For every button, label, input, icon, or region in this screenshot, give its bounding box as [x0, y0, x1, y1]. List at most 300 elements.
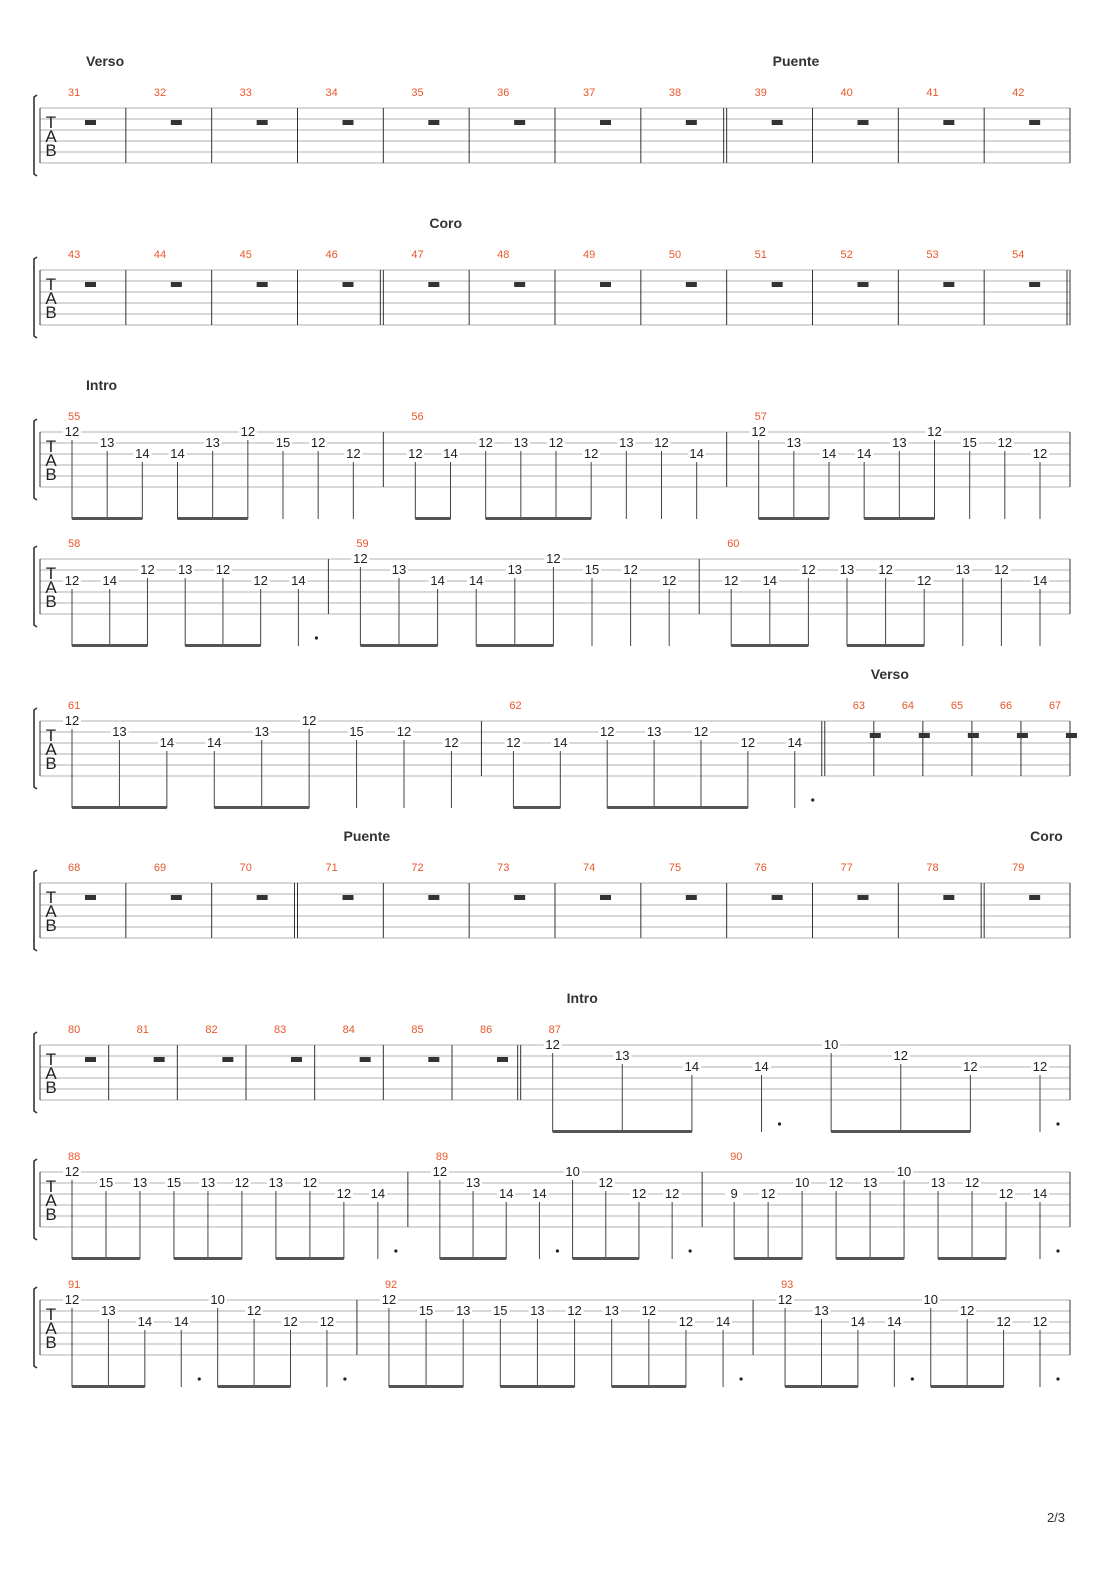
- measure-number: 40: [840, 87, 853, 99]
- measure-number: 86: [480, 1024, 493, 1036]
- tab-clef-letter: B: [45, 916, 57, 935]
- fret-number: 14: [1032, 1186, 1048, 1201]
- fret-number: 14: [762, 573, 778, 588]
- fret-number: 13: [862, 1175, 878, 1190]
- fret-number: 13: [101, 1303, 116, 1318]
- tab-system: [34, 538, 1070, 647]
- measure-number: 71: [325, 862, 338, 874]
- rest-mark: [85, 120, 96, 125]
- rest-mark: [85, 282, 96, 287]
- fret-number: 10: [923, 1292, 938, 1307]
- measure-number: 90: [730, 1151, 743, 1163]
- tab-system: [34, 666, 1077, 809]
- fret-number: 12: [64, 573, 80, 588]
- beam: [836, 1257, 904, 1260]
- measure-number: 36: [497, 87, 510, 99]
- fret-number: 13: [892, 435, 907, 450]
- rest-mark: [343, 282, 354, 287]
- tab-clef-letter: T: [45, 275, 57, 294]
- fret-number: 13: [391, 562, 407, 577]
- fret-number: 13: [839, 562, 855, 577]
- measure-number: 80: [68, 1024, 81, 1036]
- fret-number: 12: [567, 1303, 582, 1318]
- fret-number: 14: [1032, 573, 1048, 588]
- measure-number: 93: [781, 1279, 794, 1291]
- measure-55: [63, 377, 383, 520]
- fret-number: 13: [646, 724, 662, 739]
- fret-number: 12: [801, 562, 816, 577]
- tab-clef-letter: B: [45, 303, 57, 322]
- fret-number: 12: [215, 562, 231, 577]
- fret-number: 12: [381, 1292, 397, 1307]
- measure-number: 54: [1012, 249, 1025, 261]
- system-brace: [34, 95, 37, 176]
- fret-number: 14: [170, 446, 185, 461]
- section-marker: Verso: [86, 53, 125, 69]
- fret-number: 12: [996, 1314, 1011, 1329]
- beam: [831, 1130, 970, 1133]
- fret-number: 15: [418, 1303, 434, 1318]
- system-brace: [34, 419, 37, 500]
- rest-mark: [171, 120, 182, 125]
- beam: [276, 1257, 344, 1260]
- fret-number: 12: [64, 1164, 80, 1179]
- fret-number: 12: [964, 1175, 980, 1190]
- fret-number: 12: [408, 446, 423, 461]
- tab-system: [34, 215, 1070, 338]
- system-brace: [34, 1032, 37, 1113]
- fret-number: 12: [959, 1303, 975, 1318]
- fret-number: 15: [275, 435, 291, 450]
- fret-number: 13: [955, 562, 971, 577]
- fret-number: 14: [887, 1314, 902, 1329]
- measure-number: 61: [68, 700, 81, 712]
- rest-mark: [772, 120, 783, 125]
- system-brace: [34, 546, 37, 627]
- tab-clef-letter: T: [45, 888, 57, 907]
- duration-dot: [911, 1377, 914, 1380]
- rest-mark: [600, 895, 611, 900]
- tab-clef-letter: B: [45, 141, 57, 160]
- fret-number: 13: [513, 435, 529, 450]
- fret-number: 12: [878, 562, 893, 577]
- tab-clef-letter: T: [45, 1305, 57, 1324]
- duration-dot: [1056, 1249, 1059, 1252]
- fret-number: 12: [64, 424, 80, 439]
- fret-number: 13: [530, 1303, 545, 1318]
- beam: [389, 1385, 463, 1388]
- beam: [72, 517, 142, 520]
- duration-dot: [689, 1249, 692, 1252]
- fret-number: 12: [506, 735, 521, 750]
- tab-clef-letter: T: [45, 437, 57, 456]
- beam: [72, 806, 167, 809]
- fret-number: 12: [346, 446, 361, 461]
- rest-mark: [428, 895, 439, 900]
- fret-number: 14: [715, 1314, 731, 1329]
- fret-number: 12: [478, 435, 493, 450]
- fret-number: 12: [623, 562, 638, 577]
- section-marker: Intro: [566, 990, 598, 1006]
- tab-clef-letter: T: [45, 1177, 57, 1196]
- fret-number: 13: [814, 1303, 829, 1318]
- fret-number: 13: [507, 562, 523, 577]
- tab-clef-letter: A: [45, 289, 57, 308]
- measure-number: 76: [754, 862, 767, 874]
- measure-number: 56: [411, 411, 424, 423]
- fret-number: 12: [545, 1037, 560, 1052]
- measure-number: 57: [754, 411, 767, 423]
- fret-number: 12: [916, 573, 932, 588]
- fret-number: 12: [432, 1164, 448, 1179]
- fret-number: 13: [604, 1303, 619, 1318]
- fret-number: 9: [730, 1186, 738, 1201]
- beam: [500, 1385, 574, 1388]
- fret-number: 12: [64, 1292, 80, 1307]
- duration-dot: [315, 636, 318, 639]
- measure-number: 73: [497, 862, 510, 874]
- beam: [553, 1130, 692, 1133]
- fret-number: 12: [583, 446, 599, 461]
- duration-dot: [811, 798, 814, 801]
- system-brace: [34, 1287, 37, 1368]
- fret-number: 15: [493, 1303, 508, 1318]
- fret-number: 13: [177, 562, 193, 577]
- rest-mark: [514, 895, 525, 900]
- tab-system: [34, 377, 1070, 520]
- measure-number: 50: [668, 249, 682, 261]
- fret-number: 12: [631, 1186, 647, 1201]
- fret-number: 12: [140, 562, 155, 577]
- fret-number: 14: [102, 573, 117, 588]
- fret-number: 14: [821, 446, 837, 461]
- fret-number: 13: [455, 1303, 471, 1318]
- tab-clef-letter: A: [45, 1064, 57, 1083]
- rest-mark: [1029, 895, 1040, 900]
- beam: [731, 644, 808, 647]
- fret-number: 13: [200, 1175, 216, 1190]
- rest-mark: [600, 282, 611, 287]
- beam: [185, 644, 260, 647]
- duration-dot: [394, 1249, 397, 1252]
- beam: [415, 517, 450, 520]
- duration-dot: [1056, 1122, 1059, 1125]
- measure-number: 31: [68, 87, 81, 99]
- measure-number: 91: [68, 1279, 81, 1291]
- rest-mark: [497, 1057, 508, 1062]
- tab-clef-letter: A: [45, 451, 57, 470]
- beam: [440, 1257, 506, 1260]
- measure-number: 84: [342, 1024, 355, 1036]
- fret-number: 14: [850, 1314, 866, 1329]
- measure-number: 67: [1048, 700, 1062, 712]
- fret-number: 13: [615, 1048, 630, 1063]
- fret-number: 12: [548, 435, 564, 450]
- fret-number: 12: [740, 735, 756, 750]
- tab-system: [34, 828, 1070, 951]
- measure-number: 43: [68, 249, 81, 261]
- measure-number: 42: [1012, 87, 1025, 99]
- beam: [607, 806, 748, 809]
- rest-mark: [257, 282, 268, 287]
- beam: [486, 517, 591, 520]
- tab-clef-letter: B: [45, 754, 57, 773]
- tab-clef-letter: T: [45, 564, 57, 583]
- rest-mark: [428, 1057, 439, 1062]
- fret-number: 15: [166, 1175, 182, 1190]
- rest-mark: [1029, 120, 1040, 125]
- fret-number: 10: [565, 1164, 580, 1179]
- fret-number: 12: [246, 1303, 262, 1318]
- fret-number: 12: [998, 1186, 1014, 1201]
- section-marker: Intro: [86, 377, 118, 393]
- beam: [759, 517, 829, 520]
- tab-system: [34, 1151, 1070, 1260]
- fret-number: 12: [1032, 1059, 1048, 1074]
- fret-number: 14: [137, 1314, 153, 1329]
- measure-number: 46: [325, 249, 338, 261]
- fret-number: 12: [310, 435, 326, 450]
- fret-number: 14: [159, 735, 175, 750]
- beam: [785, 1385, 858, 1388]
- rest-mark: [428, 120, 439, 125]
- rest-mark: [919, 733, 930, 738]
- rest-mark: [154, 1057, 165, 1062]
- tab-clef-letter: B: [45, 592, 57, 611]
- fret-number: 12: [283, 1314, 298, 1329]
- fret-number: 10: [210, 1292, 225, 1307]
- fret-number: 12: [963, 1059, 978, 1074]
- fret-number: 13: [132, 1175, 148, 1190]
- measure-number: 77: [840, 862, 853, 874]
- beam: [847, 644, 924, 647]
- fret-number: 12: [777, 1292, 793, 1307]
- measure-number: 83: [274, 1024, 287, 1036]
- beam: [214, 806, 309, 809]
- measure-number: 48: [497, 249, 510, 261]
- measure-number: 47: [411, 249, 424, 261]
- measure-number: 72: [411, 862, 424, 874]
- measure-number: 79: [1012, 862, 1025, 874]
- fret-number: 15: [584, 562, 600, 577]
- fret-number: 12: [994, 562, 1009, 577]
- fret-number: 13: [268, 1175, 284, 1190]
- page-number: 2/3: [1046, 1510, 1066, 1525]
- fret-number: 12: [893, 1048, 908, 1063]
- beam: [573, 1257, 639, 1260]
- fret-number: 12: [598, 1175, 614, 1190]
- rest-mark: [772, 282, 783, 287]
- measure-number: 68: [68, 862, 81, 874]
- measure-number: 38: [668, 87, 682, 99]
- fret-number: 12: [664, 1186, 680, 1201]
- tab-clef-letter: B: [45, 1078, 57, 1097]
- tab-clef-letter: T: [45, 726, 57, 745]
- measure-number: 51: [754, 249, 767, 261]
- measure-number: 59: [356, 538, 369, 550]
- fret-number: 12: [444, 735, 459, 750]
- measure-number: 89: [435, 1151, 449, 1163]
- section-marker: Puente: [343, 828, 391, 844]
- measure-number: 41: [926, 87, 939, 99]
- rest-mark: [85, 895, 96, 900]
- tab-clef-letter: A: [45, 902, 57, 921]
- fret-number: 12: [927, 424, 942, 439]
- section-marker: Puente: [772, 53, 820, 69]
- rest-mark: [858, 895, 869, 900]
- beam: [72, 1385, 145, 1388]
- beam: [218, 1385, 291, 1388]
- fret-number: 12: [64, 713, 80, 728]
- beam: [938, 1257, 1006, 1260]
- tab-clef-letter: A: [45, 127, 57, 146]
- fret-number: 12: [1032, 446, 1048, 461]
- rest-mark: [171, 895, 182, 900]
- duration-dot: [1056, 1377, 1059, 1380]
- fret-number: 12: [751, 424, 766, 439]
- fret-number: 12: [336, 1186, 352, 1201]
- rest-mark: [943, 120, 954, 125]
- measure-number: 82: [205, 1024, 218, 1036]
- fret-number: 14: [430, 573, 445, 588]
- measure-number: 78: [926, 862, 939, 874]
- fret-number: 12: [319, 1314, 335, 1329]
- fret-number: 14: [443, 446, 458, 461]
- fret-number: 13: [254, 724, 269, 739]
- measure-number: 35: [411, 87, 424, 99]
- fret-number: 12: [240, 424, 256, 439]
- measure-87: [544, 990, 1070, 1133]
- duration-dot: [778, 1122, 781, 1125]
- measure-number: 55: [68, 411, 81, 423]
- rest-mark: [428, 282, 439, 287]
- fret-number: 14: [468, 573, 484, 588]
- tab-clef-letter: T: [45, 113, 57, 132]
- fret-number: 12: [678, 1314, 694, 1329]
- rest-mark: [772, 895, 783, 900]
- measure-number: 58: [68, 538, 81, 550]
- rest-mark: [600, 120, 611, 125]
- fret-number: 13: [786, 435, 802, 450]
- section-marker: Verso: [870, 666, 909, 682]
- tab-clef-letter: B: [45, 1205, 57, 1224]
- rest-mark: [257, 120, 268, 125]
- system-brace: [34, 870, 37, 951]
- measure-number: 63: [852, 700, 866, 712]
- rest-mark: [514, 120, 525, 125]
- measure-number: 85: [411, 1024, 424, 1036]
- rest-mark: [257, 895, 268, 900]
- fret-number: 12: [253, 573, 268, 588]
- fret-number: 10: [823, 1037, 839, 1052]
- fret-number: 13: [99, 435, 115, 450]
- fret-number: 12: [641, 1303, 657, 1318]
- fret-number: 14: [135, 446, 150, 461]
- fret-number: 12: [301, 713, 317, 728]
- beam: [174, 1257, 242, 1260]
- fret-number: 14: [856, 446, 872, 461]
- tab-clef-letter: A: [45, 740, 57, 759]
- rest-mark: [968, 733, 979, 738]
- fret-number: 15: [349, 724, 364, 739]
- rest-mark: [291, 1057, 302, 1062]
- beam: [513, 806, 560, 809]
- beam: [734, 1257, 802, 1260]
- fret-number: 12: [302, 1175, 318, 1190]
- fret-number: 15: [962, 435, 977, 450]
- fret-number: 14: [207, 735, 222, 750]
- fret-number: 12: [396, 724, 412, 739]
- measure-number: 62: [509, 700, 522, 712]
- rest-mark: [514, 282, 525, 287]
- rest-mark: [858, 120, 869, 125]
- rest-mark: [1029, 282, 1040, 287]
- rest-mark: [858, 282, 869, 287]
- duration-dot: [739, 1377, 742, 1380]
- measure-number: 33: [239, 87, 252, 99]
- rest-mark: [343, 120, 354, 125]
- fret-number: 13: [205, 435, 220, 450]
- rest-mark: [171, 282, 182, 287]
- duration-dot: [198, 1377, 201, 1380]
- measure-number: 74: [583, 862, 596, 874]
- duration-dot: [556, 1249, 559, 1252]
- system-brace: [34, 257, 37, 338]
- fret-number: 12: [828, 1175, 844, 1190]
- measure-number: 75: [668, 862, 682, 874]
- fret-number: 10: [896, 1164, 912, 1179]
- fret-number: 14: [684, 1059, 700, 1074]
- tab-clef-letter: T: [45, 1050, 57, 1069]
- rest-mark: [870, 733, 881, 738]
- tab-system: [34, 53, 1070, 176]
- fret-number: 14: [498, 1186, 514, 1201]
- fret-number: 14: [553, 735, 568, 750]
- fret-number: 14: [787, 735, 802, 750]
- rest-mark: [1066, 733, 1077, 738]
- tab-clef-letter: A: [45, 1191, 57, 1210]
- measure-number: 45: [239, 249, 252, 261]
- fret-number: 14: [370, 1186, 386, 1201]
- tab-clef-letter: A: [45, 578, 57, 597]
- tab-clef-letter: A: [45, 1319, 57, 1338]
- section-marker: Coro: [1030, 828, 1063, 844]
- fret-number: 12: [693, 724, 709, 739]
- fret-number: 12: [723, 573, 739, 588]
- measure-number: 87: [548, 1024, 561, 1036]
- section-marker: Coro: [429, 215, 463, 231]
- rest-mark: [686, 120, 697, 125]
- measure-number: 60: [727, 538, 740, 550]
- measure-number: 49: [583, 249, 596, 261]
- fret-number: 12: [997, 435, 1013, 450]
- beam: [360, 644, 437, 647]
- fret-number: 12: [654, 435, 669, 450]
- measure-number: 44: [153, 249, 167, 261]
- duration-dot: [343, 1377, 346, 1380]
- fret-number: 14: [174, 1314, 189, 1329]
- measure-number: 37: [583, 87, 596, 99]
- measure-number: 64: [901, 700, 915, 712]
- fret-number: 12: [234, 1175, 250, 1190]
- fret-number: 10: [794, 1175, 810, 1190]
- fret-number: 12: [353, 551, 368, 566]
- tab-system: [34, 990, 1070, 1133]
- tab-clef-letter: B: [45, 1333, 57, 1352]
- fret-number: 14: [754, 1059, 769, 1074]
- rest-mark: [343, 895, 354, 900]
- fret-number: 14: [291, 573, 306, 588]
